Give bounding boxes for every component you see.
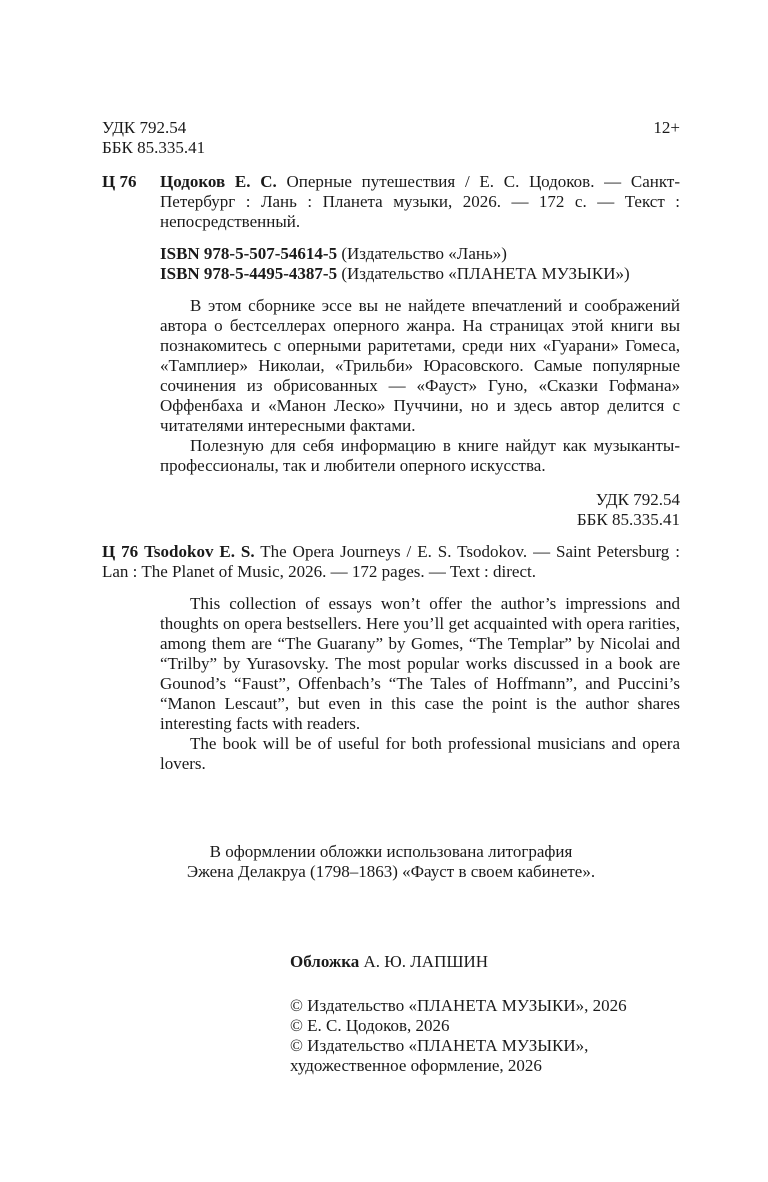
- cover-credit: [102, 952, 680, 972]
- bibliographic-entry-ru: [102, 172, 680, 232]
- cover-note-line: Эжена Делакруа (1798–1863) «Фауст в своем кабинете».: [186, 862, 596, 881]
- abstract-paragraph-en: The book will be of useful for both professional musicians and opera lovers.: [160, 734, 680, 773]
- cover-note-line: В оформлении обложки использована литография: [209, 842, 573, 861]
- isbn-publisher: (Издательство «Лань»): [341, 244, 507, 263]
- isbn-number: ISBN 978-5-507-54614-5: [160, 244, 338, 263]
- entry-body: [160, 172, 680, 232]
- copyright-line: © Издательство «ПЛАНЕТА МУЗЫКИ», 2026: [290, 996, 627, 1015]
- udk-code: УДК 792.54: [595, 490, 680, 509]
- copyright-list: [102, 996, 680, 1076]
- abstract-paragraph-ru: В этом сборнике эссе вы не найдете впечатлений и соображений автора о бестселлерах оперного жанра. На страницах этой книги вы познакомитесь с оперными раритетами, среди них «Гуарани» Гомеса, «Тамплиер» Николаи, «Трильби» Юрасовского. Самые популярные сочинения из обрисованных — «Фауст» Гуно, «Сказки Гофмана» Оффенбаха и «Манон Леско» Пуччини, но и здесь автор делится с читателями интересными фактами.: [160, 296, 680, 435]
- isbn-publisher: (Издательство «ПЛАНЕТА МУЗЫКИ»): [341, 264, 630, 283]
- bbk-code: ББК 85.335.41: [102, 138, 206, 157]
- author-cipher: Ц 76: [102, 542, 139, 561]
- cover-credit-label: Обложка: [290, 952, 360, 971]
- isbn-number: ISBN 978-5-4495-4387-5: [160, 264, 338, 283]
- age-rating: 12+: [653, 118, 680, 137]
- isbn-list: [102, 244, 680, 284]
- entry-description: The Opera Journeys / E. S. Tsodokov. — Saint Petersburg : Lan : The Planet of Music, 2026. — 172 pages. — Text : direct.: [102, 542, 680, 581]
- isbn-line: [160, 244, 680, 264]
- classification-header: [102, 118, 680, 158]
- author-name: Цодоков Е. С.: [160, 172, 277, 191]
- classification-right: [102, 490, 680, 530]
- imprint-page: [102, 118, 680, 1076]
- classification-codes: [102, 118, 205, 158]
- copyright-line: © Издательство «ПЛАНЕТА МУЗЫКИ», художественное оформление, 2026: [290, 1036, 589, 1075]
- cover-credit-name: А. Ю. ЛАПШИН: [363, 952, 489, 971]
- copyright-line: © Е. С. Цодоков, 2026: [290, 1016, 450, 1035]
- author-cipher: Ц 76: [102, 172, 137, 191]
- isbn-line: [160, 264, 680, 284]
- bbk-code: ББК 85.335.41: [576, 510, 680, 529]
- entry-description: Оперные путешествия / Е. С. Цодоков. — Санкт-Петербург : Лань : Планета музыки, 2026. — 172 с. — Текст : непосредственный.: [160, 172, 681, 231]
- abstract-paragraph-en: This collection of essays won’t offer the author’s impressions and thoughts on opera bestsellers. Here you’ll get acquainted with opera rarities, among them are “The Guarany” by Gomes, “The Templar” by Nicolai and “Trilby” by Yurasovsky. The most popular works discussed in a book are Gounod’s “Faust”, Offenbach’s “The Tales of Hoffmann”, and Puccini’s “Manon Lescaut”, but even in this case the point is the author shares interesting facts with readers.: [160, 594, 680, 733]
- cover-illustration-note: [102, 842, 680, 882]
- author-name: Tsodokov E. S.: [144, 542, 255, 561]
- abstract-paragraph-ru: Полезную для себя информацию в книге найдут как музыканты-профессионалы, так и любители оперного искусства.: [160, 436, 680, 475]
- udk-code: УДК 792.54: [102, 118, 187, 137]
- bibliographic-entry-en: [102, 542, 680, 582]
